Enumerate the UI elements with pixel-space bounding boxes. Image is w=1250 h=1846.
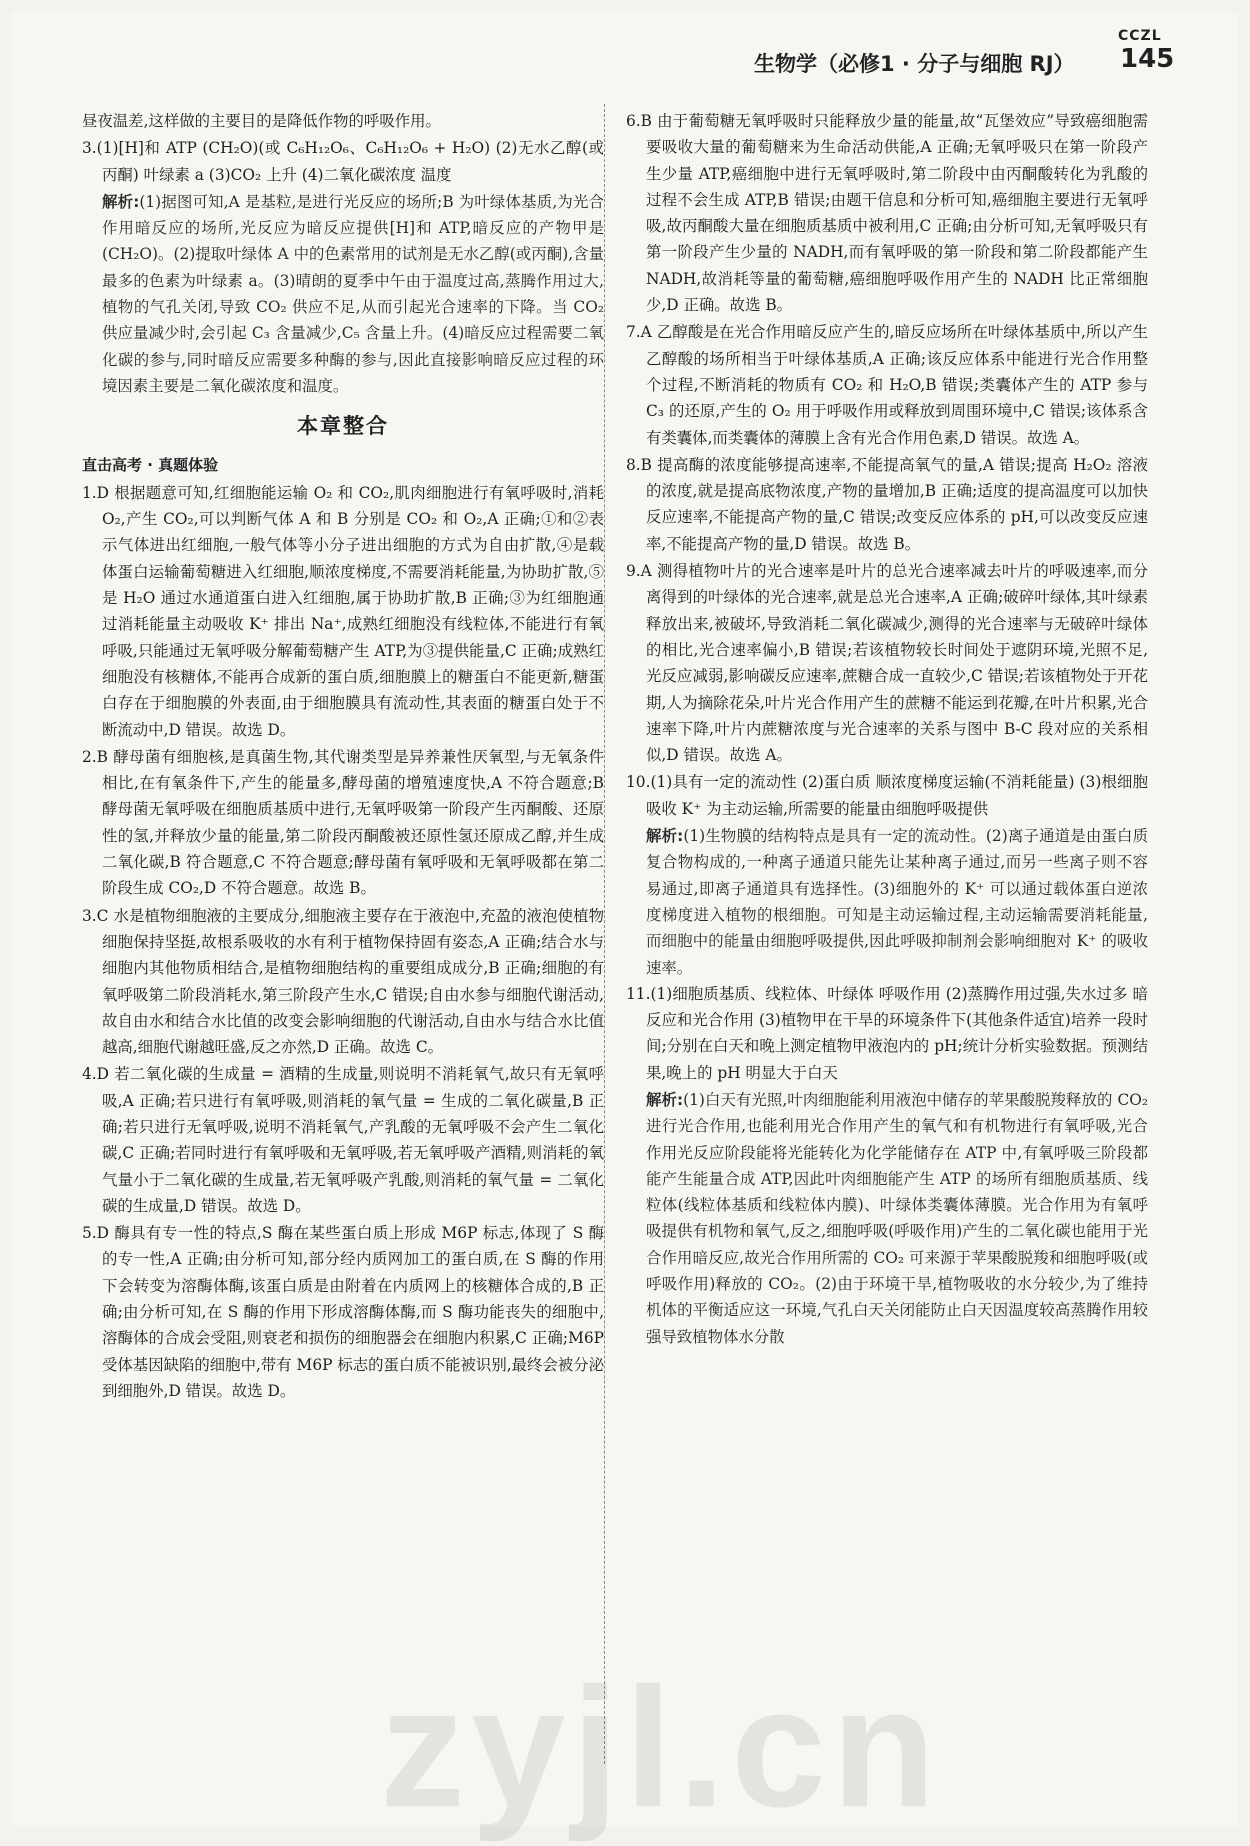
intro-line: 昼夜温差,这样做的主要目的是降低作物的呼吸作用。 — [82, 112, 441, 130]
answer-3: 3.(1)[H]和 ATP (CH₂O)(或 C₆H₁₂O₆、C₆H₁₂O₆ + H₂O) (2)无水乙醇(或丙酮) 叶绿素 a (3)CO₂ 上升 (4)二氧化碳浓度 温度 — [82, 139, 604, 184]
header-code: CCZL — [1118, 28, 1162, 44]
question-3: 3.C 水是植物细胞液的主要成分,细胞液主要存在于液泡中,充盈的液泡使植物细胞保持坚挺,故根系吸收的水有利于植物保持固有姿态,A 正确;结合水与细胞内其他物质相结合,是植物细胞结构的重要组成成分,B 正确;细胞的有氧呼吸第二阶段消耗水,第三阶段产生水,C 错误;自由水参与细胞代谢活动,故自由水和结合水比值的改变会影响细胞的代谢活动,自由水与结合水比值越高,细胞代谢越旺盛,反之亦然,D 正确。故选 C。 — [82, 906, 604, 1057]
right-column — [626, 108, 1148, 1350]
explanation-text: (1)生物膜的结构特点是具有一定的流动性。(2)离子通道是由蛋白质复合物构成的,一种离子通道只能先让某种离子通过,而另一些离子则不容易通过,即离子通道具有选择性。(3)细胞外的 K⁺ 可以通过载体蛋白逆浓度梯度进入植物的根细胞。可知是主动运输过程,主动运输需要消耗能量,而细胞中的能量由细胞呼吸提供,因此呼吸抑制剂会影响细胞对 K⁺ 的吸收速率。 — [646, 827, 1149, 977]
question-9: 9.A 测得植物叶片的光合速率是叶片的总光合速率减去叶片的呼吸速率,而分离得到的叶绿体的光合速率,就是总光合速率,A 正确;破碎叶绿体,其叶绿素释放出来,被破坏,导致消耗二氧化碳减少,测得的光合速率与无破碎叶绿体的相比,光合速率偏小,B 错误;若该植物较长时间处于遮阴环境,光照不足,光反应减弱,影响碳反应速率,蔗糖合成一直较少,C 错误;若该植物处于开花期,人为摘除花朵,叶片光合作用产生的蔗糖不能运到花瓣,在叶片积累,光合速率下降,叶片内蔗糖浓度与光合速率的关系与图中 B-C 段对应的关系相似,D 错误。故选 A。 — [626, 562, 1148, 765]
left-column — [82, 108, 604, 1405]
explanation-label: 解析: — [646, 1090, 684, 1109]
page-number: 145 — [1120, 44, 1175, 74]
question-8: 8.B 提高酶的浓度能够提高速率,不能提高氧气的量,A 错误;提高 H₂O₂ 溶液的浓度,就是提高底物浓度,产物的量增加,B 正确;适度的提高温度可以加快反应速率,不能提高产物的量,C 错误;改变反应体系的 pH,可以改变反应速率,不能提高产物的量,D 错误。故选 B。 — [626, 455, 1148, 553]
column-divider — [604, 104, 605, 1764]
question-2: 2.B 酵母菌有细胞核,是真菌生物,其代谢类型是异养兼性厌氧型,与无氧条件相比,在有氧条件下,产生的能量多,酵母菌的增殖速度快,A 不符合题意;B 酵母菌无氧呼吸在细胞质基质中进行,无氧呼吸第一阶段产生丙酮酸、还原性的氢,并释放少量的能量,第二阶段丙酮酸被还原性氢还原成乙醇,并生成二氧化碳,B 符合题意,C 不符合题意;酵母菌有氧呼吸和无氧呼吸都在第二阶段生成 CO₂,D 不符合题意。故选 B。 — [82, 747, 604, 898]
explanation-text: (1)据图可知,A 是基粒,是进行光反应的场所;B 为叶绿体基质,为光合作用暗反应的场所,光反应为暗反应提供[H]和 ATP,暗反应的产物甲是(CH₂O)。(2)提取叶绿体 A 中的色素常用的试剂是无水乙醇(或丙酮),含量最多的色素为叶绿素 a。(3)晴朗的夏季中午由于温度过高,蒸腾作用过大,植物的气孔关闭,导致 CO₂ 供应不足,从而引起光合速率的下降。当 CO₂ 供应量减少时,会引起 C₃ 含量减少,C₅ 含量上升。(4)暗反应过程需要二氧化碳的参与,同时暗反应需要多种酶的参与,因此直接影响暗反应过程的环境因素主要是二氧化碳浓度和温度。 — [102, 192, 605, 395]
question-6: 6.B 由于葡萄糖无氧呼吸时只能释放少量的能量,故“瓦堡效应”导致癌细胞需要吸收大量的葡萄糖来为生命活动供能,A 正确;无氧呼吸只在第一阶段产生少量 ATP,癌细胞中进行无氧呼吸时,第二阶段中由丙酮酸转化为乳酸的过程不会生成 ATP,B 错误;由题干信息和分析可知,癌细胞主要进行无氧呼吸,故丙酮酸大量在细胞质基质中被利用,C 正确;由分析可知,无氧呼吸只有第一阶段产生少量的 NADH,而有氧呼吸的第一阶段和第二阶段都能产生 NADH,故消耗等量的葡萄糖,癌细胞呼吸作用产生的 NADH 比正常细胞少,D 正确。故选 B。 — [626, 112, 1148, 315]
explanation-label: 解析: — [646, 827, 684, 846]
explanation-label: 解析: — [102, 192, 140, 211]
header-title: 生物学（必修1 · 分子与细胞 RJ） — [754, 52, 1075, 76]
answer-11: 11.(1)细胞质基质、线粒体、叶绿体 呼吸作用 (2)蒸腾作用过强,失水过多 暗反应和光合作用 (3)植物甲在干旱的环境条件下(其他条件适宜)培养一段时间;分别在白天和晚上测定植物甲液泡内的 pH;统计分析实验数据。预测结果,晚上的 pH 明显大于白天 — [626, 984, 1148, 1082]
section-title: 本章整合 — [297, 414, 389, 439]
explanation-11 — [626, 1087, 1148, 1350]
explanation-text: (1)白天有光照,叶肉细胞能利用液泡中储存的苹果酸脱羧释放的 CO₂ 进行光合作用,也能利用光合作用产生的氧气和有机物进行有氧呼吸,光合作用光反应阶段能将光能转化为化学能储存在 ATP 中,有氧呼吸三阶段都能产生能量合成 ATP,因此叶肉细胞能产生 ATP 的场所有细胞质基质、线粒体(线粒体基质和线粒体内膜)、叶绿体类囊体薄膜。光合作用为有氧呼吸提供有机物和氧气,反之,细胞呼吸(呼吸作用)产生的二氧化碳也能用于光合作用暗反应,故光合作用所需的 CO₂ 可来源于苹果酸脱羧和细胞呼吸(或呼吸作用)释放的 CO₂。(2)由于环境干旱,植物吸收的水分较少,为了维持机体的平衡适应这一环境,气孔白天关闭能防止白天因温度较高蒸腾作用较强导致植物体水分散 — [646, 1090, 1149, 1346]
question-7: 7.A 乙醇酸是在光合作用暗反应产生的,暗反应场所在叶绿体基质中,所以产生乙醇酸的场所相当于叶绿体基质,A 正确;该反应体系中能进行光合作用整个过程,不断消耗的物质有 CO₂ 和 H₂O,B 错误;类囊体产生的 ATP 参与 C₃ 的还原,产生的 O₂ 用于呼吸作用或释放到周围环境中,C 错误;该体系含有类囊体,而类囊体的薄膜上含有光合作用色素,D 错误。故选 A。 — [626, 323, 1148, 447]
explanation-10 — [626, 823, 1148, 981]
section-subtitle: 直击高考 · 真题体验 — [82, 455, 219, 474]
question-4: 4.D 若二氧化碳的生成量 = 酒精的生成量,则说明不消耗氧气,故只有无氧呼吸,A 正确;若只进行有氧呼吸,则消耗的氧气量 = 生成的二氧化碳量,B 正确;若只进行无氧呼吸,说明不消耗氧气,产乳酸的无氧呼吸不会产生二氧化碳,C 正确;若同时进行有氧呼吸和无氧呼吸,若无氧呼吸产酒精,则消耗的氧气量小于二氧化碳的生成量,若无氧呼吸产乳酸,则消耗的氧气量 = 二氧化碳的生成量,D 错误。故选 D。 — [82, 1065, 604, 1215]
question-5: 5.D 酶具有专一性的特点,S 酶在某些蛋白质上形成 M6P 标志,体现了 S 酶的专一性,A 正确;由分析可知,部分经内质网加工的蛋白质,在 S 酶的作用下会转变为溶酶体酶,该蛋白质是由附着在内质网上的核糖体合成的,B 正确;由分析可知,在 S 酶的作用下形成溶酶体酶,而 S 酶功能丧失的细胞中,溶酶体的合成会受阻,则衰老和损伤的细胞器会在细胞内积累,C 正确;M6P 受体基因缺陷的细胞中,带有 M6P 标志的蛋白质不能被识别,最终会被分泌到细胞外,D 错误。故选 D。 — [82, 1224, 604, 1400]
explanation-3 — [82, 189, 604, 399]
question-1: 1.D 根据题意可知,红细胞能运输 O₂ 和 CO₂,肌肉细胞进行有氧呼吸时,消耗 O₂,产生 CO₂,可以判断气体 A 和 B 分别是 CO₂ 和 O₂,A 正确;①和②表示气体进出红细胞,一般气体等小分子进出细胞的方式为自由扩散,④是载体蛋白运输葡萄糖进入红细胞,顺浓度梯度,不需要消耗能量,为协助扩散,⑤是 H₂O 通过水通道蛋白进入红细胞,属于协助扩散,B 正确;③为红细胞通过消耗能量主动吸收 K⁺ 排出 Na⁺,成熟红细胞没有线粒体,不能进行有氧呼吸,只能通过无氧呼吸分解葡萄糖产生 ATP,为③提供能量,C 正确;成熟红细胞没有核糖体,不能再合成新的蛋白质,细胞膜上的糖蛋白不能更新,糖蛋白存在于细胞膜的外表面,由于细胞膜具有流动性,其表面的糖蛋白处于不断流动中,D 错误。故选 D。 — [82, 483, 604, 739]
answer-10: 10.(1)具有一定的流动性 (2)蛋白质 顺浓度梯度运输(不消耗能量) (3)根细胞吸收 K⁺ 为主动运输,所需要的能量由细胞呼吸提供 — [626, 773, 1148, 818]
